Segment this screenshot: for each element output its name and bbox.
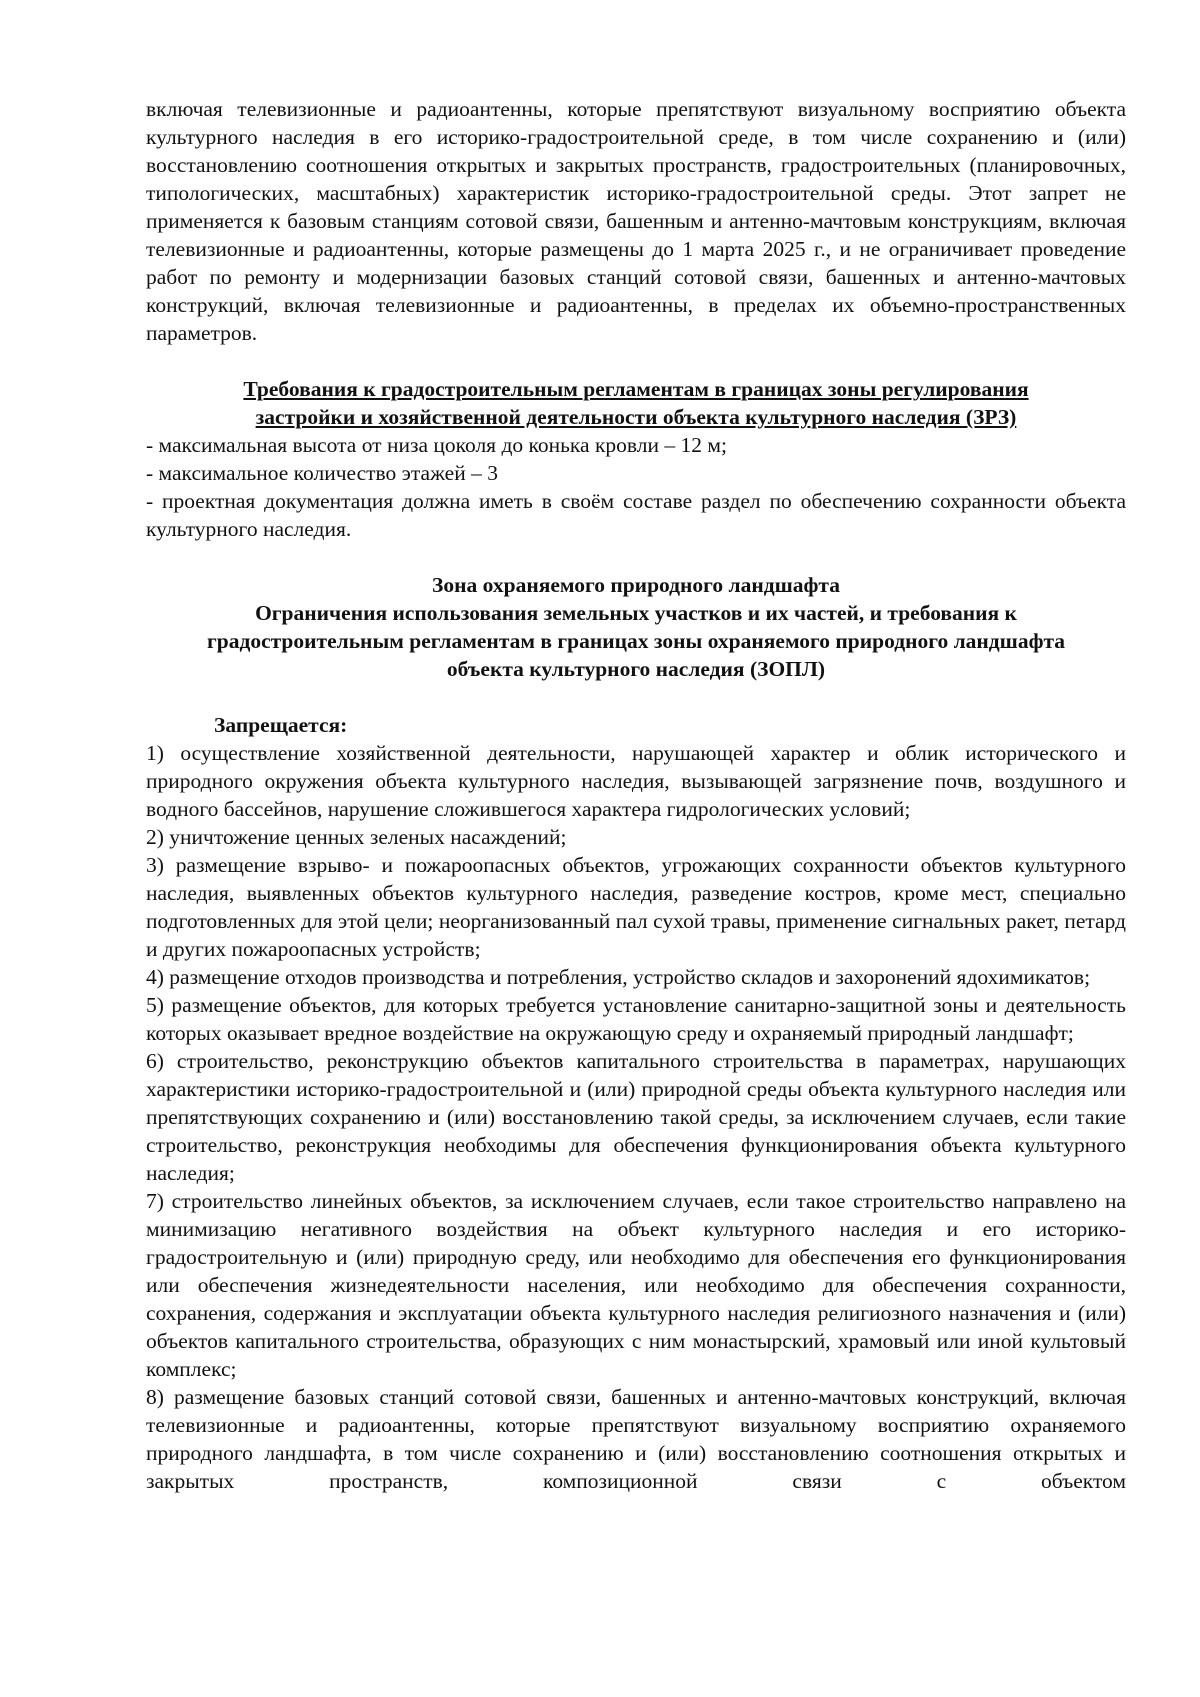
zopl-item-4: 4) размещение отходов производства и потребления, устройство складов и захоронений ядохимикатов; [146, 965, 1091, 989]
prohibited-label: Запрещается: [214, 713, 348, 737]
zopl-subtitle-line-3: объекта культурного наследия (ЗОПЛ) [446, 657, 826, 681]
spacer [146, 543, 1126, 571]
zopl-item-5: 5) размещение объектов, для которых требуется установление санитарно-защитной зоны и деятельность которых оказывает вредное воздействие на окружающую среду и охраняемый природный ландшафт; [146, 993, 1126, 1045]
zopl-item-2: 2) уничтожение ценных зеленых насаждений; [146, 825, 567, 849]
zrz-item-documentation: - проектная документация должна иметь в своём составе раздел по обеспечению сохранности объекта культурного наследия. [146, 489, 1126, 541]
document-page [146, 95, 1126, 1495]
zrz-heading-line-1: Требования к градостроительным регламентам в границах зоны регулирования [243, 377, 1029, 401]
zopl-item-1: 1) осуществление хозяйственной деятельности, нарушающей характер и облик исторического и природного окружения объекта культурного наследия, вызывающей загрязнение почв, воздушного и водного бассейнов, нарушение сложившегося характера гидрологических условий; [146, 741, 1126, 821]
zopl-item-6: 6) строительство, реконструкцию объектов капитального строительства в параметрах, нарушающих характеристики историко-градостроительной и (или) природной среды объекта культурного наследия или препятствующих сохранению и (или) восстановлению такой среды, за исключением случаев, если такие строительство, реконструкция необходимы для обеспечения функционирования объекта культурного наследия; [146, 1049, 1126, 1185]
zopl-subtitle-line-1: Ограничения использования земельных участков и их частей, и требования к [255, 601, 1017, 625]
intro-paragraph: включая телевизионные и радиоантенны, которые препятствуют визуальному восприятию объекта культурного наследия в его историко-градостроительной среде, в том числе сохранению и (или) восстановлению соотношения открытых и закрытых пространств, градостроительных (планировочных, типологических, масштабных) характеристик историко-градостроительной среды. Этот запрет не применяется к базовым станциям сотовой связи, башенным и антенно-мачтовым конструкциям, включая телевизионные и радиоантенны, которые размещены до 1 марта 2025 г., и не ограничивает проведение работ по ремонту и модернизации базовых станций сотовой связи, башенных и антенно-мачтовых конструкций, включая телевизионные и радиоантенны, в пределах их объемно-пространственных параметров. [146, 97, 1126, 345]
spacer [146, 347, 1126, 375]
zrz-item-floors: - максимальное количество этажей – 3 [146, 461, 498, 485]
zrz-item-height: - максимальная высота от низа цоколя до конька кровли – 12 м; [146, 433, 727, 457]
zopl-item-3: 3) размещение взрыво- и пожароопасных объектов, угрожающих сохранности объектов культурного наследия, выявленных объектов культурного наследия, разведение костров, кроме мест, специально подготовленных для этой цели; неорганизованный пал сухой травы, применение сигнальных ракет, петард и других пожароопасных устройств; [146, 853, 1126, 961]
zopl-title: Зона охраняемого природного ландшафта [432, 573, 840, 597]
zrz-heading-line-2: застройки и хозяйственной деятельности объекта культурного наследия (ЗРЗ) [255, 405, 1017, 429]
zopl-item-8: 8) размещение базовых станций сотовой связи, башенных и антенно-мачтовых конструкций, включая телевизионные и радиоантенны, которые препятствуют визуальному восприятию охраняемого природного ландшафта, в том числе сохранению и (или) восстановлению соотношения открытых и закрытых пространств, композиционной связи с объектом [146, 1385, 1126, 1493]
zopl-subtitle-line-2: градостроительным регламентам в границах зоны охраняемого природного ландшафта [206, 629, 1066, 653]
zopl-item-7: 7) строительство линейных объектов, за исключением случаев, если такое строительство направлено на минимизацию негативного воздействия на объект культурного наследия и его историко-градостроительную и (или) природную среду, или необходимо для обеспечения его функционирования или обеспечения жизнедеятельности населения, или необходимо для обеспечения сохранности, сохранения, содержания и эксплуатации объекта культурного наследия религиозного назначения и (или) объектов капитального строительства, образующих с ним монастырский, храмовый или иной культовый комплекс; [146, 1189, 1126, 1381]
spacer [146, 683, 1126, 711]
